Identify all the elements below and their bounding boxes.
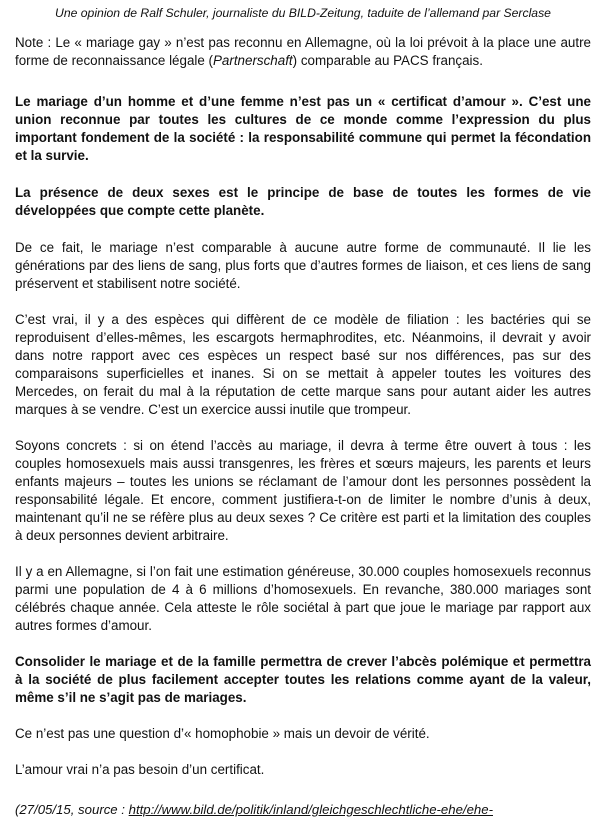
source-citation — [15, 801, 605, 819]
note-text-end: ) comparable au PACS français. — [292, 53, 483, 68]
paragraph-7: Consolider le mariage et de la famille permettra de crever l’abcès polémique et permettra à la société de plus facilement accepter toutes les relations comme ayant de la valeur, même s’il ne s’agit pas de mariages. — [15, 654, 591, 705]
paragraph-3: De ce fait, le mariage n’est comparable à aucune autre forme de communauté. Il lie les générations par des liens de sang, plus forts que d’autres formes de liaison, et ces liens de sang préservent et stabilisent notre société. — [15, 240, 591, 291]
note-text-start: Note : Le « mariage gay » n’est pas reconnu en Allemagne, où la loi prévoit à la place une autre forme de reconnaissance légale ( — [15, 35, 591, 68]
source-link[interactable]: http://www.bild.de/politik/inland/gleichgeschlechtliche-ehe/ehe- — [128, 802, 493, 817]
paragraph-1: Le mariage d’un homme et d’une femme n’est pas un « certificat d’amour ». C’est une union reconnue par toutes les cultures de ce monde comme l’expression du plus important fondement de la société : la responsabilité commune qui permet la fécondation et la survie. — [15, 94, 591, 163]
citation-prefix: (27/05/15, source : — [15, 802, 129, 817]
note-italic-term: Partnerschaft — [213, 53, 293, 68]
translator-note — [15, 34, 591, 70]
paragraph-2: La présence de deux sexes est le principe de base de toutes les formes de vie développées que compte cette planète. — [15, 185, 591, 218]
paragraph-9: L’amour vrai n’a pas besoin d’un certificat. — [15, 762, 265, 777]
article-byline: Une opinion de Ralf Schuler, journaliste du BILD-Zeitung, taduite de l’allemand par Serclase — [55, 6, 551, 20]
paragraph-4: C’est vrai, il y a des espèces qui diffèrent de ce modèle de filiation : les bactéries qui se reproduisent d’elles-mêmes, les escargots hermaphrodites, etc. Néanmoins, il devrait y avoir dans notre rapport avec ces espèces un respect basé sur nos différences, pas sur des comparaisons superficielles et inanes. Si on se mettait à appeler toutes les voitures des Mercedes, on ferait du mal à la réputation de cette marque sans pour autant aider les autres marques à se vendre. C’est un exercice aussi inutile que trompeur. — [15, 312, 591, 417]
paragraph-6: Il y a en Allemagne, si l’on fait une estimation généreuse, 30.000 couples homosexuels reconnus parmi une population de 4 à 6 millions d’homosexuels. En revanche, 380.000 mariages sont célébrés chaque année. Cela atteste le rôle sociétal à part que joue le mariage par rapport aux autres formes d’amour. — [15, 564, 591, 633]
paragraph-8: Ce n’est pas une question d’« homophobie » mais un devoir de vérité. — [15, 726, 430, 741]
paragraph-5: Soyons concrets : si on étend l’accès au mariage, il devra à terme être ouvert à tous : les couples homosexuels mais aussi transgenres, les frères et sœurs majeurs, les parents et leurs enfants majeurs – toutes les unions se réclamant de l’amour dont les personnes possèdent la responsabilité légale. Et encore, comment justifiera-t-on de limiter le nombre d’unis à deux, maintenant qu’il ne se réfère plus au deux sexes ? Ce critère est parti et la limitation des couples à deux personnes devient arbitraire. — [15, 438, 591, 543]
article — [15, 4, 591, 797]
